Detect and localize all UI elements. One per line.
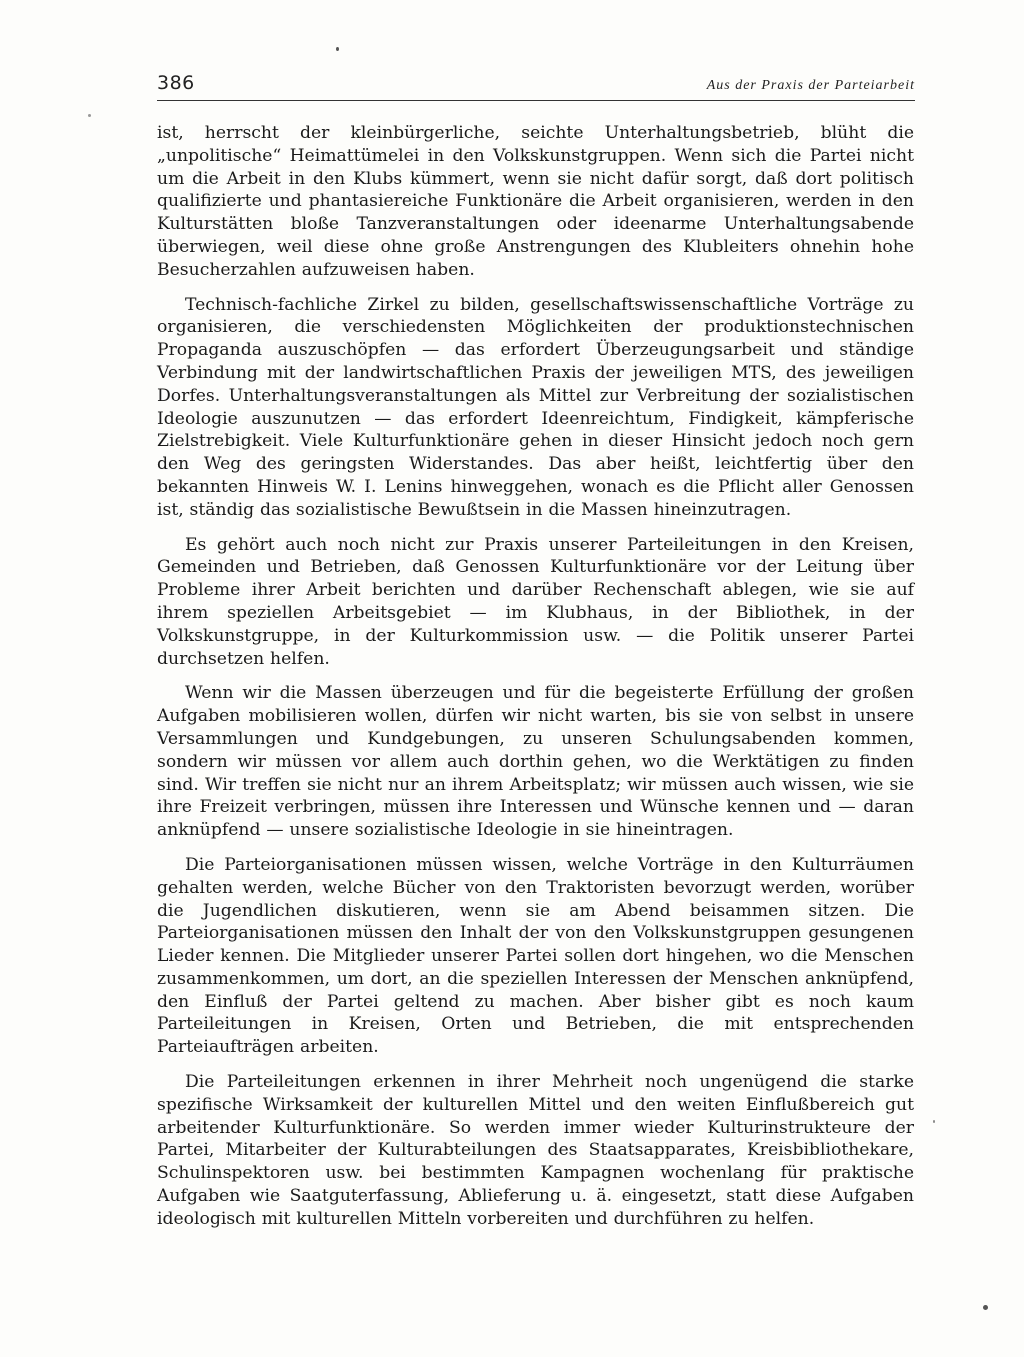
scan-speck — [933, 1120, 935, 1123]
paragraph-6: Die Parteileitungen erkennen in ihrer Mehrheit noch ungenügend die starke spezifische Wirksamkeit der kulturellen Mittel und den weiten Einflußbereich gut arbeitender Kulturfunktionäre. So werden immer wieder Kulturinstrukteure der Partei, Mitarbeiter der Kulturabteilungen des Staatsapparates, Kreisbibliothekare, Schulinspektoren usw. bei bestimmten Kampagnen wochenlang für praktische Aufgaben wie Saatguterfassung, Ablieferung u. ä. eingesetzt, statt diese Aufgaben ideologisch mit kulturellen Mitteln vorbereiten und durchführen zu helfen. — [157, 1072, 914, 1229]
page-header — [157, 72, 915, 100]
paragraph-2: Technisch-fachliche Zirkel zu bilden, gesellschaftswissenschaftliche Vorträge zu organisieren, die verschiedensten Möglichkeiten der produktionstechnischen Propaganda auszuschöpfen — das erfordert Überzeugungsarbeit und ständige Verbindung mit der landwirtschaftlichen Praxis der jeweiligen MTS, des jeweiligen Dorfes. Unterhaltungsveranstaltungen als Mittel zur Verbreitung der sozialistischen Ideologie auszunutzen — das erfordert Ideenreichtum, Findigkeit, kämpferische Zielstrebigkeit. Viele Kulturfunktionäre gehen in dieser Hinsicht jedoch noch gern den Weg des geringsten Widerstandes. Das aber heißt, leichtfertig über den bekannten Hinweis W. I. Lenins hinweggehen, wonach es die Pflicht aller Genossen ist, ständig das sozialistische Bewußtsein in die Massen hineinzutragen. — [157, 294, 914, 520]
running-head: Aus der Praxis der Parteiarbeit — [706, 78, 915, 93]
scan-speck — [88, 114, 91, 117]
body-text — [157, 122, 914, 1243]
header-rule — [157, 100, 915, 101]
scan-speck — [983, 1305, 988, 1310]
paragraph-1: ist, herrscht der kleinbürgerliche, seichte Unterhaltungsbetrieb, blüht die „unpolitische“ Heimattümelei in den Volkskunstgruppen. Wenn sich die Partei nicht um die Arbeit in den Klubs kümmert, wenn sie nicht dafür sorgt, daß dort politisch qualifizierte und phantasiereiche Funktionäre die Arbeit organisieren, werden in den Kulturstätten bloße Tanzveranstaltungen oder ideenarme Unterhaltungsabende überwiegen, weil diese ohne große Anstrengungen des Klubleiters ohnehin hohe Besucherzahlen aufzuweisen haben. — [157, 123, 914, 280]
scan-speck — [336, 47, 339, 51]
paragraph-4: Wenn wir die Massen überzeugen und für die begeisterte Erfüllung der großen Aufgaben mobilisieren wollen, dürfen wir nicht warten, bis sie von selbst in unsere Versammlungen und Kundgebungen, zu unseren Schulungsabenden kommen, sondern wir müssen vor allem auch dorthin gehen, wo die Werktätigen zu finden sind. Wir treffen sie nicht nur an ihrem Arbeitsplatz; wir müssen auch wissen, wie sie ihre Freizeit verbringen, müssen ihre Interessen und Wünsche kennen und — daran anknüpfend — unsere sozialistische Ideologie in sie hineintragen. — [157, 683, 914, 841]
paragraph-5: Die Parteiorganisationen müssen wissen, welche Vorträge in den Kulturräumen gehalten werden, welche Bücher von den Traktoristen bevorzugt werden, worüber die Jugendlichen diskutieren, wenn sie am Abend beisammen sitzen. Die Parteiorganisationen müssen den Inhalt der von den Volkskunstgruppen gesungenen Lieder kennen. Die Mitglieder unserer Partei sollen dort hingehen, wo die Menschen zusammenkommen, um dort, an die speziellen Interessen der Menschen anknüpfend, den Einfluß der Partei geltend zu machen. Aber bisher gibt es noch kaum Parteileitungen in Kreisen, Orten und Betrieben, die mit entsprechenden Parteiaufträgen arbeiten. — [157, 854, 914, 1058]
page-number: 386 — [157, 72, 195, 94]
paragraph-3: Es gehört auch noch nicht zur Praxis unserer Parteileitungen in den Kreisen, Gemeinden und Betrieben, daß Genossen Kulturfunktionäre vor der Leitung über Probleme ihrer Arbeit berichten und darüber Rechenschaft ablegen, wie sie auf ihrem speziellen Arbeitsgebiet — im Klubhaus, in der Bibliothek, in der Volkskunstgruppe, in der Kulturkommission usw. — die Politik unserer Partei durchsetzen helfen. — [157, 534, 914, 669]
